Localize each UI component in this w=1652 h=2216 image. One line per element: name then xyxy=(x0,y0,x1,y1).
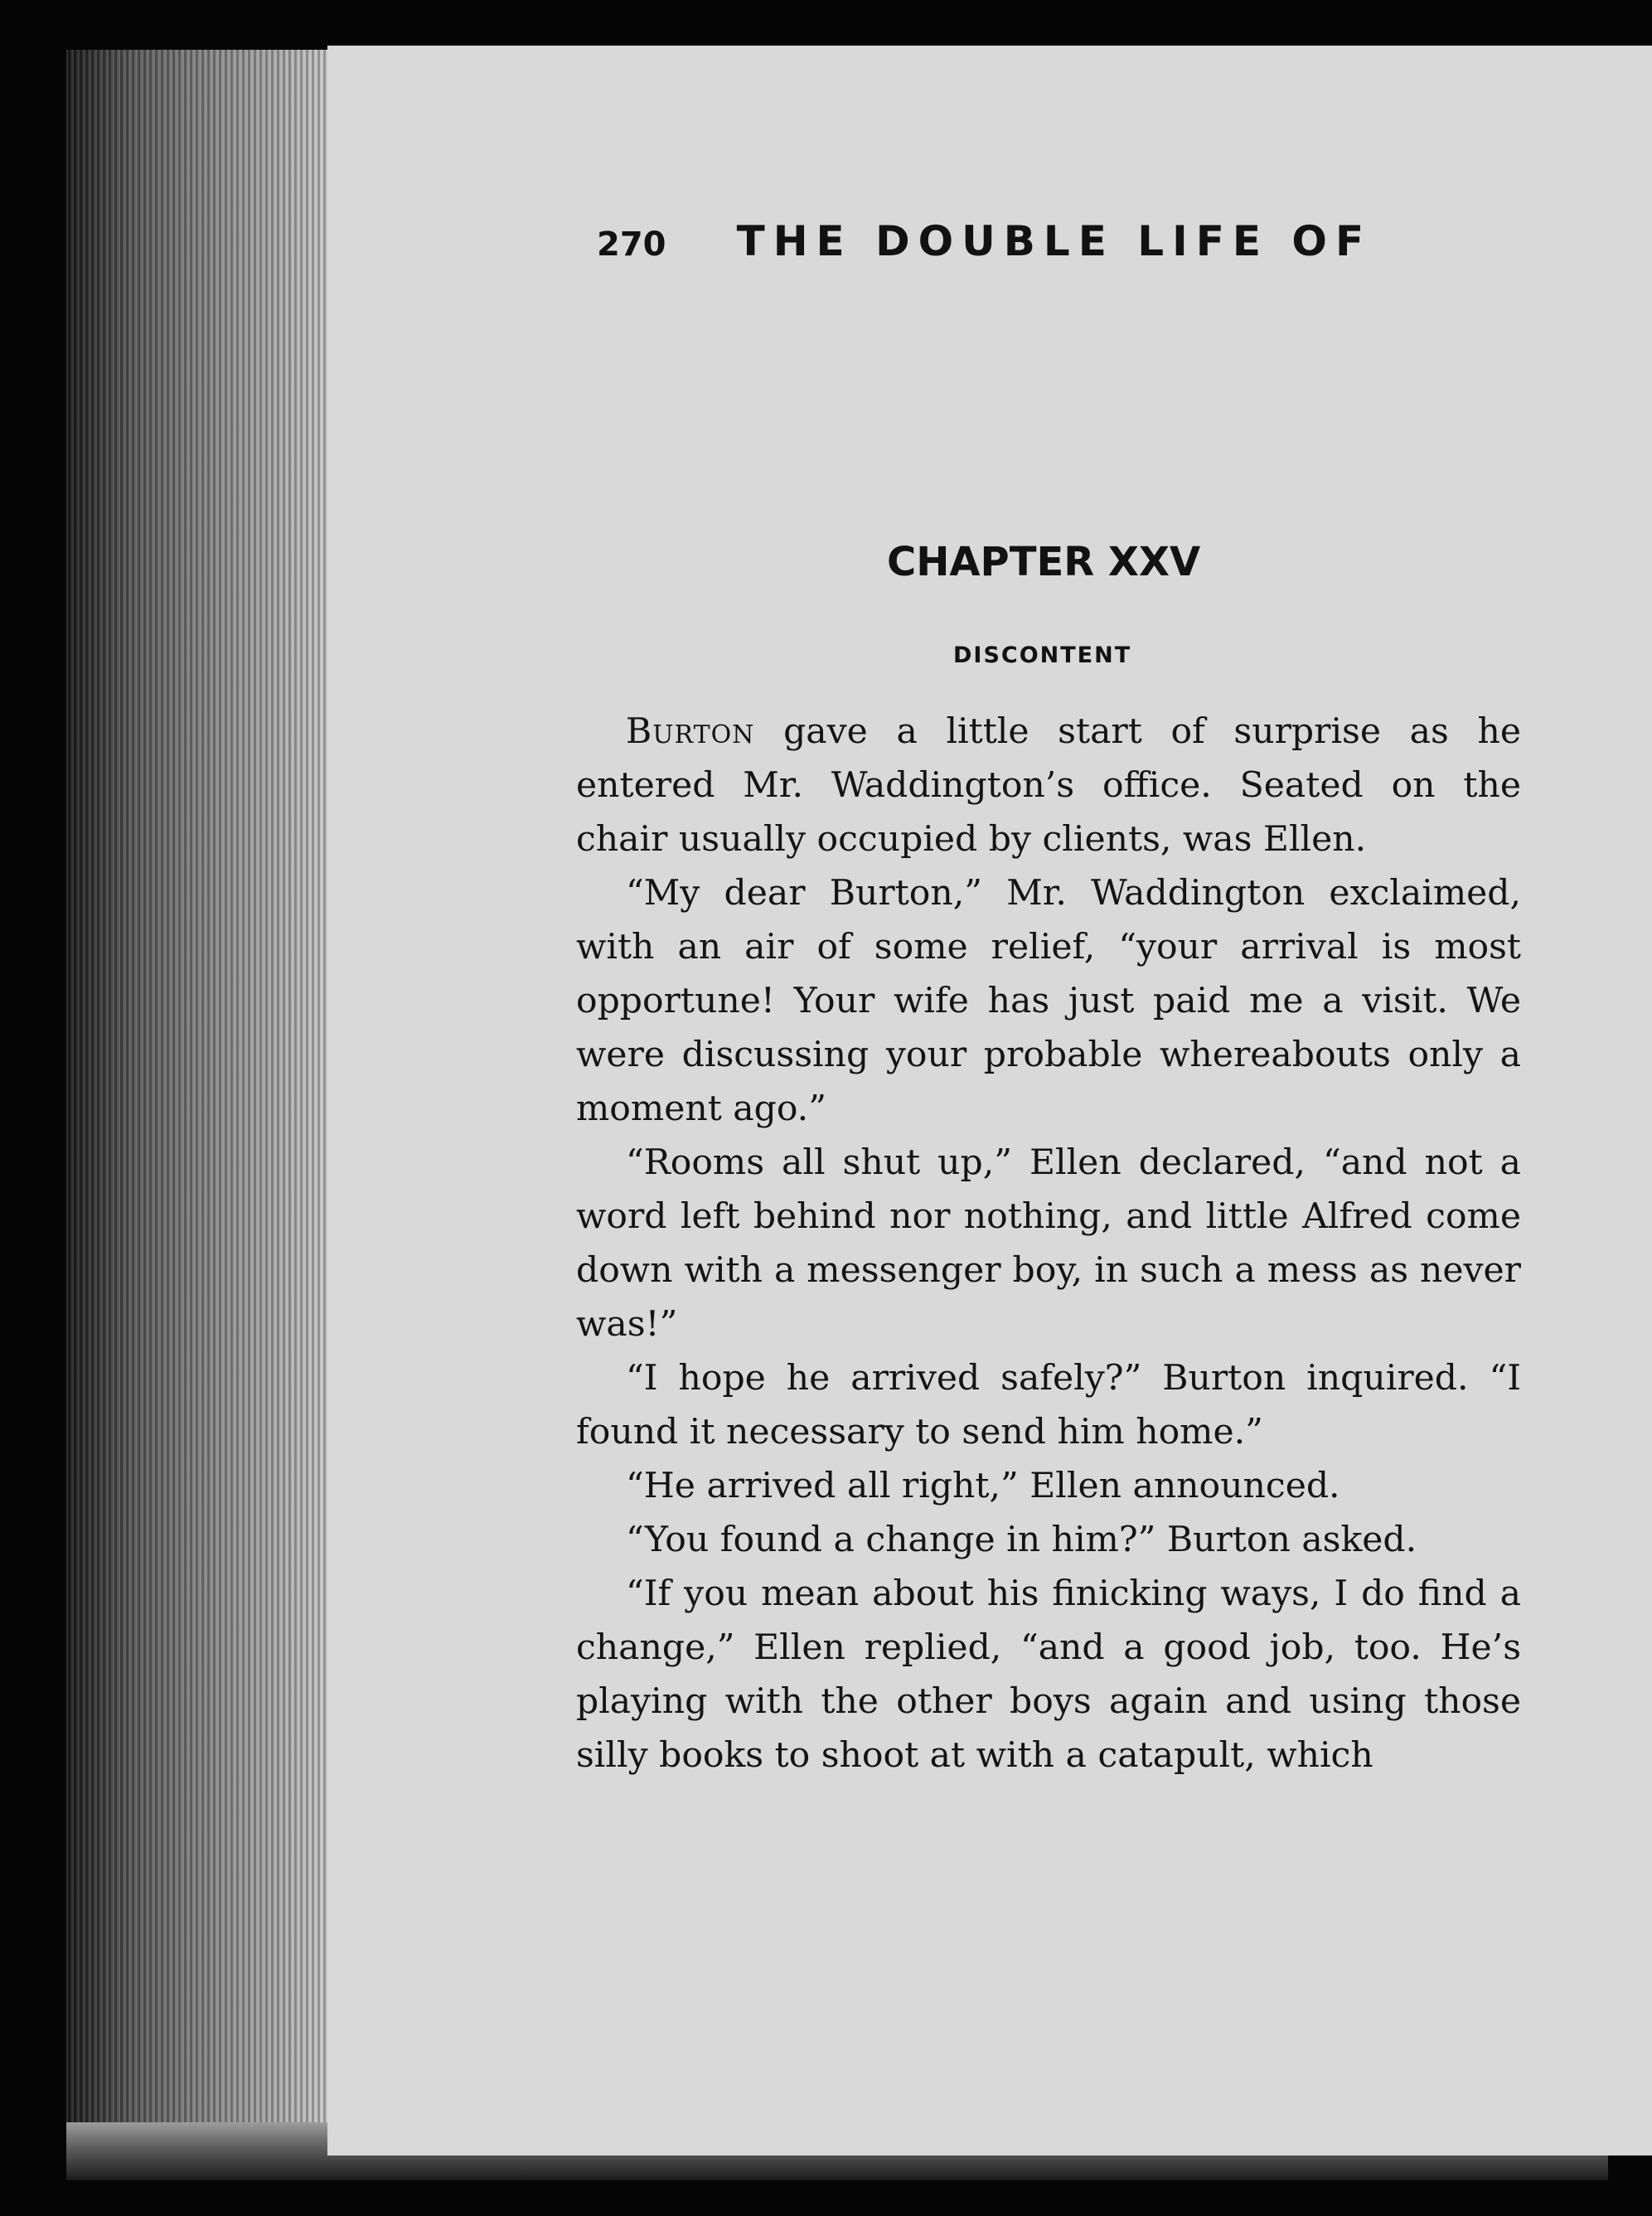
paragraph: “I hope he arrived safely?” Burton inquired. “I found it necessary to send him home.” xyxy=(576,1358,1521,1452)
paragraph: “Rooms all shut up,” Ellen declared, “and not a word left behind nor nothing, and little Alfred come down with a messenger boy, in such a mess as never was!” xyxy=(576,1142,1521,1345)
page-edges xyxy=(66,50,340,2172)
page-number: 270 xyxy=(597,225,666,264)
paragraph: “He arrived all right,” Ellen announced. xyxy=(626,1466,1340,1506)
paragraph-lead-word: Burton xyxy=(626,711,755,752)
running-title: THE DOUBLE LIFE OF xyxy=(736,217,1373,265)
chapter-subtitle: DISCONTENT xyxy=(953,642,1132,668)
running-head xyxy=(597,217,1633,265)
paragraph: “You found a change in him?” Burton asked. xyxy=(626,1520,1417,1560)
chapter-heading: CHAPTER XXV xyxy=(887,539,1201,585)
paragraph: “If you mean about his finicking ways, I do find a change,” Ellen replied, “and a good job, too. He’s playing with the other boys again and using those silly books to shoot at with a catapult, which xyxy=(576,1574,1521,1776)
paragraph-text: gave a little start of surprise as he entered Mr. Waddington’s office. Seated on the chair usually occupied by clients, was Ellen. xyxy=(576,711,1521,860)
body-text xyxy=(576,705,1521,1782)
paragraph: “My dear Burton,” Mr. Waddington exclaimed, with an air of some relief, “your arrival is most opportune! Your wife has just paid me a visit. We were discussing your probable whereabouts only a moment ago.” xyxy=(576,873,1521,1129)
paragraph xyxy=(576,705,1521,866)
